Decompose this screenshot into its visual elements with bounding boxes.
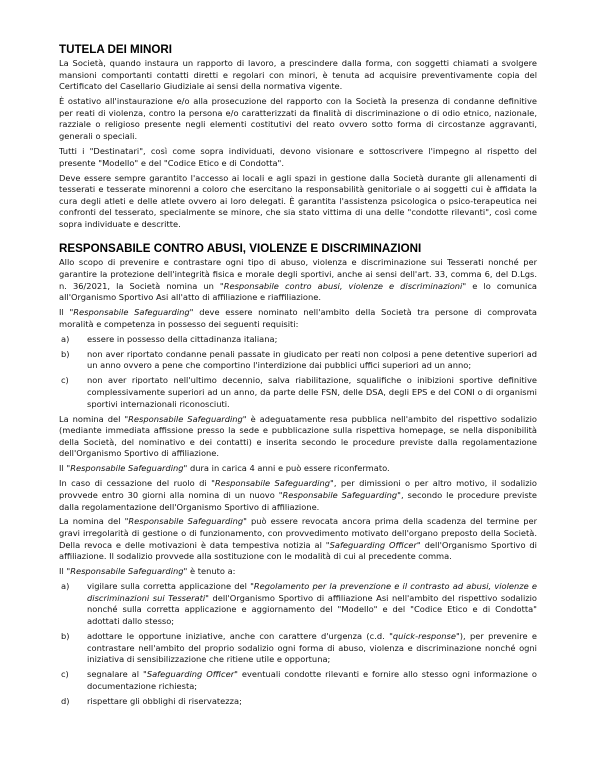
paragraph: La Società, quando instaura un rapporto di lavoro, a prescindere dalla forma, con soggetti chiamati a svolgere mansioni comportanti contatti diretti e regolari con minori, è tenuta ad acquisire preventivamente copia del Certificato del Casellario Giudiziale ai sensi della normativa vigente. (59, 58, 537, 92)
paragraph: Tutti i "Destinatari", così come sopra individuati, devono visionare e sottoscrivere l'impegno al rispetto del presente "Modello" e del "Codice Etico e di Condotta". (59, 145, 537, 168)
paragraph: In caso di cessazione del ruolo di "Responsabile Safeguarding", per dimissioni o per altro motivo, il sodalizio provvede entro 30 giorni alla nomina di un nuovo "Responsabile Safeguarding", secondo le procedure previste dalla regolamentazione dell'Organismo Sportivo di affiliazione. (59, 478, 538, 512)
section-title-responsabile: RESPONSABILE CONTRO ABUSI, VIOLENZE E DISCRIMINAZIONI (59, 242, 422, 256)
list-item: a) vigilare sulla corretta applicazione del "Regolamento per la prevenzione e il contrasto ad abusi, violenze e discriminazioni sui Tesserati" dell'Organismo Sportivo di affiliazione Asi nell'ambito del rispettivo sodalizio nonché sulla corretta applicazione e aggiornamento del "Modello" e del "Codice Etico e di Condotta" adottati dallo stesso; (61, 581, 538, 627)
list-item: c) segnalare al "Safeguarding Officer" eventuali condotte rilevanti e fornire allo stesso ogni informazione o documentazione richiesta; (61, 669, 537, 691)
requirements-list (59, 334, 537, 410)
paragraph: Il "Responsabile Safeguarding" dura in carica 4 anni e può essere riconfermato. (59, 463, 390, 474)
section-title-tutela-minori: TUTELA DEI MINORI (59, 43, 172, 56)
paragraph: La nomina del "Responsabile Safeguarding" può essere revocata ancora prima della scadenza del termine per gravi irregolarità di gestione o di funzionamento, con provvedimento motivato dell'organo preposto della Società. Della revoca e delle motivazioni è data tempestiva notizia al "Safeguarding Officer" dell'Organismo Sportivo di affiliazione. Il sodalizio provvede alla sostituzione con le modalità di cui al precedente comma. (59, 516, 537, 562)
paragraph: Il "Responsabile Safeguarding" deve essere nominato nell'ambito della Società tra persone di comprovata moralità e competenza in possesso dei seguenti requisiti: (59, 307, 538, 329)
paragraph: Deve essere sempre garantito l'accesso ai locali e agli spazi in gestione dalla Società durante gli allenamenti di tesserati e tesserate minorenni a coloro che esercitano la responsabilità genitoriale o ai soggetti cui è affidata la cura degli atleti e delle atlete ovvero ai loro delegati. È garantita l'assistenza psicologica o psico-terapeutica nei confronti del tesserato, specialmente se minore, che sia stato vittima di una delle "condotte rilevanti", così come sopra individuate e descritte. (59, 172, 537, 229)
list-item: d) rispettare gli obblighi di riservatezza; (61, 695, 242, 706)
paragraph: Il "Responsabile Safeguarding" è tenuto a: (59, 566, 236, 577)
list-item: a) essere in possesso della cittadinanza italiana; (61, 333, 278, 344)
paragraph: La nomina del "Responsabile Safeguarding" è adeguatamente resa pubblica nell'ambito del rispettivo sodalizio (mediante immediata affissione presso la sede e pubblicazione sulla rispettiva homepage, se nella disponibilità della Società, del nominativo e dei contatti) e inserita secondo le procedure previste dalla regolamentazione dell'Organismo Sportivo di affiliazione. (59, 413, 537, 459)
document-page (59, 43, 537, 711)
paragraph: È ostativo all'instaurazione e/o alla prosecuzione del rapporto con la Società la presenza di condanne definitive per reati di violenza, contro la persona e/o caratterizzati da finalità di discriminazione o di odio etnico, nazionale, razziale o religioso presente negli elementi costitutivi del reato ovvero sotto forma di circostanze aggravanti, generali o speciali. (59, 96, 537, 141)
list-item: b) adottare le opportune iniziative, anche con carattere d'urgenza (c.d. "quick-response"), per prevenire e contrastare nell'ambito del proprio sodalizio ogni forma di abuso, violenza e discriminazione nonché ogni iniziativa di sensibilizzazione che ritiene utile e opportuna; (61, 631, 537, 665)
duties-list (59, 581, 537, 707)
list-item: b) non aver riportato condanne penali passate in giudicato per reati non colposi a pene detentive superiori ad un anno ovvero a pene che comportino l'interdizione dai pubblici uffici superiori ad un anno; (61, 348, 537, 371)
paragraph: Allo scopo di prevenire e contrastare ogni tipo di abuso, violenza e discriminazione sui Tesserati nonché per garantire la protezione dell'integrità fisica e morale degli sportivi, anche ai sensi dell'art. 33, comma 6, del D.Lgs. n. 36/2021, la Società nomina un "Responsabile contro abusi, violenze e discriminazioni" e lo comunica all'Organismo Sportivo Asi all'atto di affiliazione e riaffiliazione. (59, 257, 538, 303)
list-item: c) non aver riportato nell'ultimo decennio, salva riabilitazione, squalifiche o inibizioni sportive definitive complessivamente superiori ad un anno, da parte delle FSN, delle DSA, degli EPS e del CONI o di organismi sportivi internazionali riconosciuti. (61, 375, 537, 409)
